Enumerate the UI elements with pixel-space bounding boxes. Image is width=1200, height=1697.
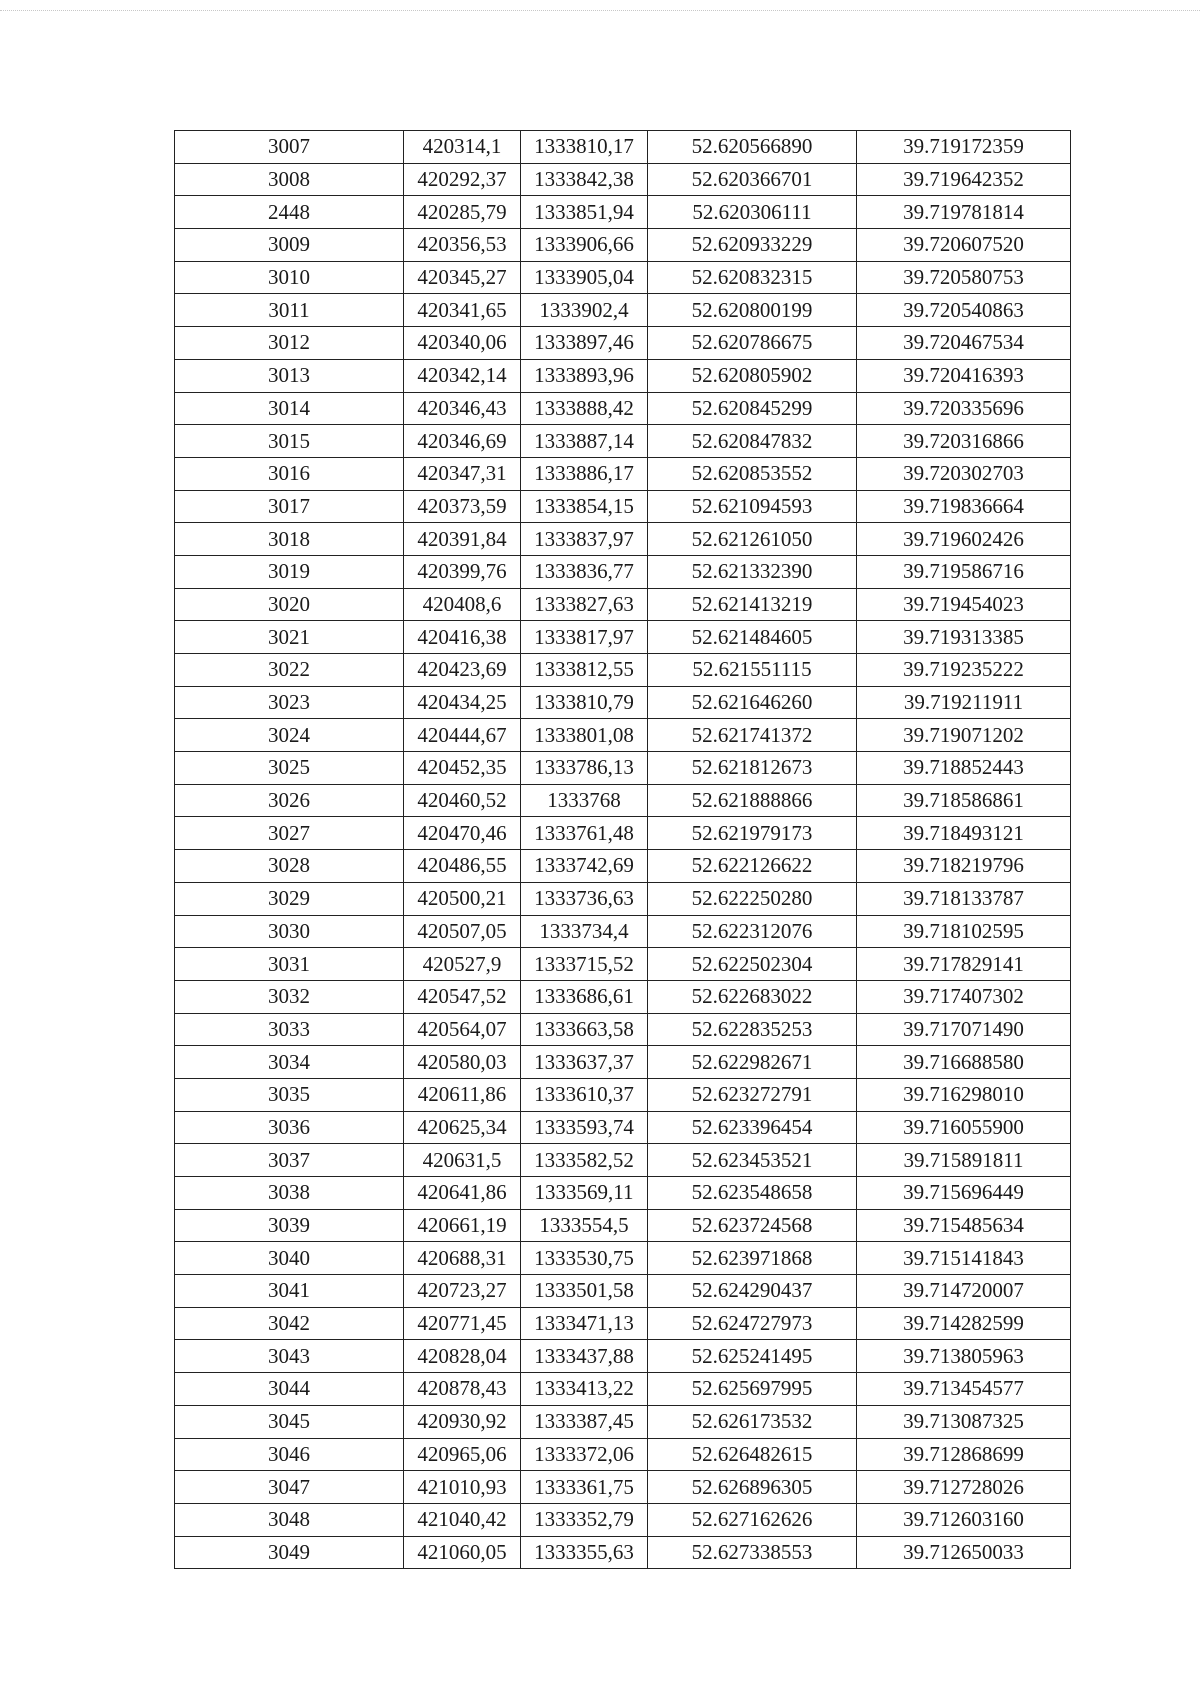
x-coordinate-cell: 420346,69 (404, 425, 521, 458)
y-coordinate-cell: 1333810,79 (521, 686, 648, 719)
y-coordinate-cell: 1333352,79 (521, 1503, 648, 1536)
table-row (175, 621, 1071, 654)
longitude-cell: 39.719454023 (857, 588, 1071, 621)
y-coordinate-cell: 1333905,04 (521, 261, 648, 294)
table-row (175, 1275, 1071, 1308)
table-row (175, 1209, 1071, 1242)
table-row (175, 392, 1071, 425)
y-coordinate-cell: 1333887,14 (521, 425, 648, 458)
longitude-cell: 39.715141843 (857, 1242, 1071, 1275)
table-row (175, 1373, 1071, 1406)
y-coordinate-cell: 1333897,46 (521, 327, 648, 360)
longitude-cell: 39.719586716 (857, 555, 1071, 588)
x-coordinate-cell: 420314,1 (404, 131, 521, 164)
point-number-cell: 2448 (175, 196, 404, 229)
latitude-cell: 52.620853552 (648, 457, 857, 490)
latitude-cell: 52.622126622 (648, 850, 857, 883)
longitude-cell: 39.718493121 (857, 817, 1071, 850)
longitude-cell: 39.719071202 (857, 719, 1071, 752)
x-coordinate-cell: 420434,25 (404, 686, 521, 719)
table-row (175, 817, 1071, 850)
point-number-cell: 3017 (175, 490, 404, 523)
x-coordinate-cell: 420507,05 (404, 915, 521, 948)
point-number-cell: 3019 (175, 555, 404, 588)
latitude-cell: 52.623396454 (648, 1111, 857, 1144)
table-row (175, 327, 1071, 360)
coordinates-table-body (175, 131, 1071, 1569)
longitude-cell: 39.716055900 (857, 1111, 1071, 1144)
latitude-cell: 52.621888866 (648, 784, 857, 817)
x-coordinate-cell: 421040,42 (404, 1503, 521, 1536)
latitude-cell: 52.623724568 (648, 1209, 857, 1242)
longitude-cell: 39.719642352 (857, 163, 1071, 196)
y-coordinate-cell: 1333715,52 (521, 948, 648, 981)
point-number-cell: 3024 (175, 719, 404, 752)
latitude-cell: 52.627162626 (648, 1503, 857, 1536)
point-number-cell: 3026 (175, 784, 404, 817)
scan-edge-line (0, 10, 1200, 11)
y-coordinate-cell: 1333372,06 (521, 1438, 648, 1471)
point-number-cell: 3043 (175, 1340, 404, 1373)
latitude-cell: 52.622250280 (648, 882, 857, 915)
latitude-cell: 52.624727973 (648, 1307, 857, 1340)
latitude-cell: 52.623272791 (648, 1078, 857, 1111)
point-number-cell: 3041 (175, 1275, 404, 1308)
coordinates-table (174, 130, 1071, 1569)
point-number-cell: 3034 (175, 1046, 404, 1079)
latitude-cell: 52.623971868 (648, 1242, 857, 1275)
y-coordinate-cell: 1333736,63 (521, 882, 648, 915)
longitude-cell: 39.712603160 (857, 1503, 1071, 1536)
x-coordinate-cell: 420416,38 (404, 621, 521, 654)
x-coordinate-cell: 420391,84 (404, 523, 521, 556)
longitude-cell: 39.720335696 (857, 392, 1071, 425)
longitude-cell: 39.720316866 (857, 425, 1071, 458)
latitude-cell: 52.620847832 (648, 425, 857, 458)
longitude-cell: 39.716298010 (857, 1078, 1071, 1111)
y-coordinate-cell: 1333610,37 (521, 1078, 648, 1111)
latitude-cell: 52.621332390 (648, 555, 857, 588)
latitude-cell: 52.621812673 (648, 752, 857, 785)
table-row (175, 425, 1071, 458)
y-coordinate-cell: 1333387,45 (521, 1405, 648, 1438)
latitude-cell: 52.622502304 (648, 948, 857, 981)
longitude-cell: 39.717071490 (857, 1013, 1071, 1046)
table-row (175, 948, 1071, 981)
point-number-cell: 3029 (175, 882, 404, 915)
latitude-cell: 52.623548658 (648, 1177, 857, 1210)
table-row (175, 1536, 1071, 1569)
x-coordinate-cell: 420965,06 (404, 1438, 521, 1471)
y-coordinate-cell: 1333742,69 (521, 850, 648, 883)
point-number-cell: 3025 (175, 752, 404, 785)
table-row (175, 1144, 1071, 1177)
latitude-cell: 52.621094593 (648, 490, 857, 523)
x-coordinate-cell: 420661,19 (404, 1209, 521, 1242)
x-coordinate-cell: 420771,45 (404, 1307, 521, 1340)
point-number-cell: 3032 (175, 980, 404, 1013)
latitude-cell: 52.622982671 (648, 1046, 857, 1079)
longitude-cell: 39.715891811 (857, 1144, 1071, 1177)
y-coordinate-cell: 1333906,66 (521, 229, 648, 262)
longitude-cell: 39.712728026 (857, 1471, 1071, 1504)
point-number-cell: 3020 (175, 588, 404, 621)
y-coordinate-cell: 1333893,96 (521, 359, 648, 392)
latitude-cell: 52.620845299 (648, 392, 857, 425)
longitude-cell: 39.716688580 (857, 1046, 1071, 1079)
latitude-cell: 52.621413219 (648, 588, 857, 621)
point-number-cell: 3048 (175, 1503, 404, 1536)
latitude-cell: 52.620366701 (648, 163, 857, 196)
point-number-cell: 3011 (175, 294, 404, 327)
table-row (175, 915, 1071, 948)
x-coordinate-cell: 420346,43 (404, 392, 521, 425)
longitude-cell: 39.718219796 (857, 850, 1071, 883)
x-coordinate-cell: 420423,69 (404, 654, 521, 687)
longitude-cell: 39.718133787 (857, 882, 1071, 915)
x-coordinate-cell: 420470,46 (404, 817, 521, 850)
point-number-cell: 3009 (175, 229, 404, 262)
latitude-cell: 52.620786675 (648, 327, 857, 360)
table-row (175, 490, 1071, 523)
longitude-cell: 39.717407302 (857, 980, 1071, 1013)
table-row (175, 752, 1071, 785)
table-row (175, 1078, 1071, 1111)
point-number-cell: 3046 (175, 1438, 404, 1471)
x-coordinate-cell: 421010,93 (404, 1471, 521, 1504)
latitude-cell: 52.623453521 (648, 1144, 857, 1177)
table-row (175, 131, 1071, 164)
latitude-cell: 52.620805902 (648, 359, 857, 392)
point-number-cell: 3031 (175, 948, 404, 981)
latitude-cell: 52.626896305 (648, 1471, 857, 1504)
point-number-cell: 3047 (175, 1471, 404, 1504)
table-row (175, 1111, 1071, 1144)
x-coordinate-cell: 420356,53 (404, 229, 521, 262)
longitude-cell: 39.712650033 (857, 1536, 1071, 1569)
longitude-cell: 39.719313385 (857, 621, 1071, 654)
table-row (175, 1307, 1071, 1340)
y-coordinate-cell: 1333761,48 (521, 817, 648, 850)
longitude-cell: 39.720580753 (857, 261, 1071, 294)
point-number-cell: 3015 (175, 425, 404, 458)
latitude-cell: 52.622683022 (648, 980, 857, 1013)
longitude-cell: 39.715485634 (857, 1209, 1071, 1242)
y-coordinate-cell: 1333413,22 (521, 1373, 648, 1406)
x-coordinate-cell: 420486,55 (404, 850, 521, 883)
x-coordinate-cell: 420340,06 (404, 327, 521, 360)
y-coordinate-cell: 1333593,74 (521, 1111, 648, 1144)
y-coordinate-cell: 1333582,52 (521, 1144, 648, 1177)
point-number-cell: 3022 (175, 654, 404, 687)
point-number-cell: 3044 (175, 1373, 404, 1406)
x-coordinate-cell: 420373,59 (404, 490, 521, 523)
y-coordinate-cell: 1333851,94 (521, 196, 648, 229)
x-coordinate-cell: 420347,31 (404, 457, 521, 490)
longitude-cell: 39.718102595 (857, 915, 1071, 948)
table-row (175, 588, 1071, 621)
point-number-cell: 3014 (175, 392, 404, 425)
y-coordinate-cell: 1333902,4 (521, 294, 648, 327)
x-coordinate-cell: 420345,27 (404, 261, 521, 294)
x-coordinate-cell: 420564,07 (404, 1013, 521, 1046)
longitude-cell: 39.718586861 (857, 784, 1071, 817)
y-coordinate-cell: 1333437,88 (521, 1340, 648, 1373)
table-row (175, 457, 1071, 490)
y-coordinate-cell: 1333501,58 (521, 1275, 648, 1308)
x-coordinate-cell: 420688,31 (404, 1242, 521, 1275)
y-coordinate-cell: 1333812,55 (521, 654, 648, 687)
x-coordinate-cell: 420444,67 (404, 719, 521, 752)
y-coordinate-cell: 1333827,63 (521, 588, 648, 621)
point-number-cell: 3007 (175, 131, 404, 164)
point-number-cell: 3008 (175, 163, 404, 196)
x-coordinate-cell: 420460,52 (404, 784, 521, 817)
y-coordinate-cell: 1333768 (521, 784, 648, 817)
table-row (175, 1405, 1071, 1438)
longitude-cell: 39.720467534 (857, 327, 1071, 360)
point-number-cell: 3030 (175, 915, 404, 948)
table-row (175, 719, 1071, 752)
point-number-cell: 3039 (175, 1209, 404, 1242)
table-row (175, 261, 1071, 294)
longitude-cell: 39.719172359 (857, 131, 1071, 164)
table-row (175, 1177, 1071, 1210)
x-coordinate-cell: 420723,27 (404, 1275, 521, 1308)
point-number-cell: 3021 (175, 621, 404, 654)
latitude-cell: 52.620933229 (648, 229, 857, 262)
point-number-cell: 3037 (175, 1144, 404, 1177)
point-number-cell: 3045 (175, 1405, 404, 1438)
y-coordinate-cell: 1333471,13 (521, 1307, 648, 1340)
table-row (175, 1013, 1071, 1046)
longitude-cell: 39.713454577 (857, 1373, 1071, 1406)
table-row (175, 163, 1071, 196)
table-row (175, 359, 1071, 392)
point-number-cell: 3027 (175, 817, 404, 850)
y-coordinate-cell: 1333355,63 (521, 1536, 648, 1569)
y-coordinate-cell: 1333837,97 (521, 523, 648, 556)
x-coordinate-cell: 420828,04 (404, 1340, 521, 1373)
table-row (175, 980, 1071, 1013)
longitude-cell: 39.713805963 (857, 1340, 1071, 1373)
x-coordinate-cell: 420625,34 (404, 1111, 521, 1144)
x-coordinate-cell: 420631,5 (404, 1144, 521, 1177)
latitude-cell: 52.621484605 (648, 621, 857, 654)
table-row (175, 196, 1071, 229)
table-row (175, 1438, 1071, 1471)
table-row (175, 1503, 1071, 1536)
x-coordinate-cell: 420452,35 (404, 752, 521, 785)
latitude-cell: 52.622312076 (648, 915, 857, 948)
x-coordinate-cell: 420611,86 (404, 1078, 521, 1111)
point-number-cell: 3016 (175, 457, 404, 490)
table-row (175, 882, 1071, 915)
x-coordinate-cell: 420580,03 (404, 1046, 521, 1079)
y-coordinate-cell: 1333810,17 (521, 131, 648, 164)
y-coordinate-cell: 1333836,77 (521, 555, 648, 588)
longitude-cell: 39.715696449 (857, 1177, 1071, 1210)
latitude-cell: 52.620566890 (648, 131, 857, 164)
table-row (175, 1046, 1071, 1079)
latitude-cell: 52.621261050 (648, 523, 857, 556)
table-row (175, 1242, 1071, 1275)
longitude-cell: 39.714282599 (857, 1307, 1071, 1340)
longitude-cell: 39.720302703 (857, 457, 1071, 490)
point-number-cell: 3036 (175, 1111, 404, 1144)
longitude-cell: 39.719602426 (857, 523, 1071, 556)
table-row (175, 555, 1071, 588)
x-coordinate-cell: 420408,6 (404, 588, 521, 621)
latitude-cell: 52.621551115 (648, 654, 857, 687)
x-coordinate-cell: 420292,37 (404, 163, 521, 196)
x-coordinate-cell: 420527,9 (404, 948, 521, 981)
point-number-cell: 3040 (175, 1242, 404, 1275)
latitude-cell: 52.620306111 (648, 196, 857, 229)
y-coordinate-cell: 1333817,97 (521, 621, 648, 654)
longitude-cell: 39.719211911 (857, 686, 1071, 719)
longitude-cell: 39.719781814 (857, 196, 1071, 229)
point-number-cell: 3049 (175, 1536, 404, 1569)
table-row (175, 1471, 1071, 1504)
x-coordinate-cell: 420342,14 (404, 359, 521, 392)
x-coordinate-cell: 420930,92 (404, 1405, 521, 1438)
longitude-cell: 39.718852443 (857, 752, 1071, 785)
point-number-cell: 3010 (175, 261, 404, 294)
latitude-cell: 52.626482615 (648, 1438, 857, 1471)
latitude-cell: 52.621741372 (648, 719, 857, 752)
point-number-cell: 3012 (175, 327, 404, 360)
latitude-cell: 52.625697995 (648, 1373, 857, 1406)
table-row (175, 784, 1071, 817)
x-coordinate-cell: 421060,05 (404, 1536, 521, 1569)
latitude-cell: 52.620800199 (648, 294, 857, 327)
y-coordinate-cell: 1333786,13 (521, 752, 648, 785)
table-row (175, 294, 1071, 327)
x-coordinate-cell: 420500,21 (404, 882, 521, 915)
table-row (175, 850, 1071, 883)
longitude-cell: 39.720607520 (857, 229, 1071, 262)
longitude-cell: 39.712868699 (857, 1438, 1071, 1471)
x-coordinate-cell: 420341,65 (404, 294, 521, 327)
longitude-cell: 39.720416393 (857, 359, 1071, 392)
longitude-cell: 39.714720007 (857, 1275, 1071, 1308)
y-coordinate-cell: 1333361,75 (521, 1471, 648, 1504)
y-coordinate-cell: 1333734,4 (521, 915, 648, 948)
y-coordinate-cell: 1333842,38 (521, 163, 648, 196)
y-coordinate-cell: 1333569,11 (521, 1177, 648, 1210)
point-number-cell: 3035 (175, 1078, 404, 1111)
latitude-cell: 52.621646260 (648, 686, 857, 719)
point-number-cell: 3013 (175, 359, 404, 392)
latitude-cell: 52.620832315 (648, 261, 857, 294)
x-coordinate-cell: 420399,76 (404, 555, 521, 588)
longitude-cell: 39.719836664 (857, 490, 1071, 523)
point-number-cell: 3023 (175, 686, 404, 719)
longitude-cell: 39.717829141 (857, 948, 1071, 981)
table-row (175, 1340, 1071, 1373)
y-coordinate-cell: 1333530,75 (521, 1242, 648, 1275)
point-number-cell: 3042 (175, 1307, 404, 1340)
latitude-cell: 52.621979173 (648, 817, 857, 850)
table-row (175, 229, 1071, 262)
x-coordinate-cell: 420878,43 (404, 1373, 521, 1406)
latitude-cell: 52.624290437 (648, 1275, 857, 1308)
point-number-cell: 3018 (175, 523, 404, 556)
latitude-cell: 52.626173532 (648, 1405, 857, 1438)
y-coordinate-cell: 1333854,15 (521, 490, 648, 523)
point-number-cell: 3038 (175, 1177, 404, 1210)
point-number-cell: 3028 (175, 850, 404, 883)
point-number-cell: 3033 (175, 1013, 404, 1046)
y-coordinate-cell: 1333886,17 (521, 457, 648, 490)
y-coordinate-cell: 1333663,58 (521, 1013, 648, 1046)
table-row (175, 654, 1071, 687)
latitude-cell: 52.625241495 (648, 1340, 857, 1373)
longitude-cell: 39.719235222 (857, 654, 1071, 687)
x-coordinate-cell: 420547,52 (404, 980, 521, 1013)
x-coordinate-cell: 420641,86 (404, 1177, 521, 1210)
longitude-cell: 39.720540863 (857, 294, 1071, 327)
latitude-cell: 52.622835253 (648, 1013, 857, 1046)
y-coordinate-cell: 1333888,42 (521, 392, 648, 425)
table-row (175, 686, 1071, 719)
table-row (175, 523, 1071, 556)
y-coordinate-cell: 1333637,37 (521, 1046, 648, 1079)
latitude-cell: 52.627338553 (648, 1536, 857, 1569)
y-coordinate-cell: 1333801,08 (521, 719, 648, 752)
y-coordinate-cell: 1333554,5 (521, 1209, 648, 1242)
x-coordinate-cell: 420285,79 (404, 196, 521, 229)
longitude-cell: 39.713087325 (857, 1405, 1071, 1438)
y-coordinate-cell: 1333686,61 (521, 980, 648, 1013)
